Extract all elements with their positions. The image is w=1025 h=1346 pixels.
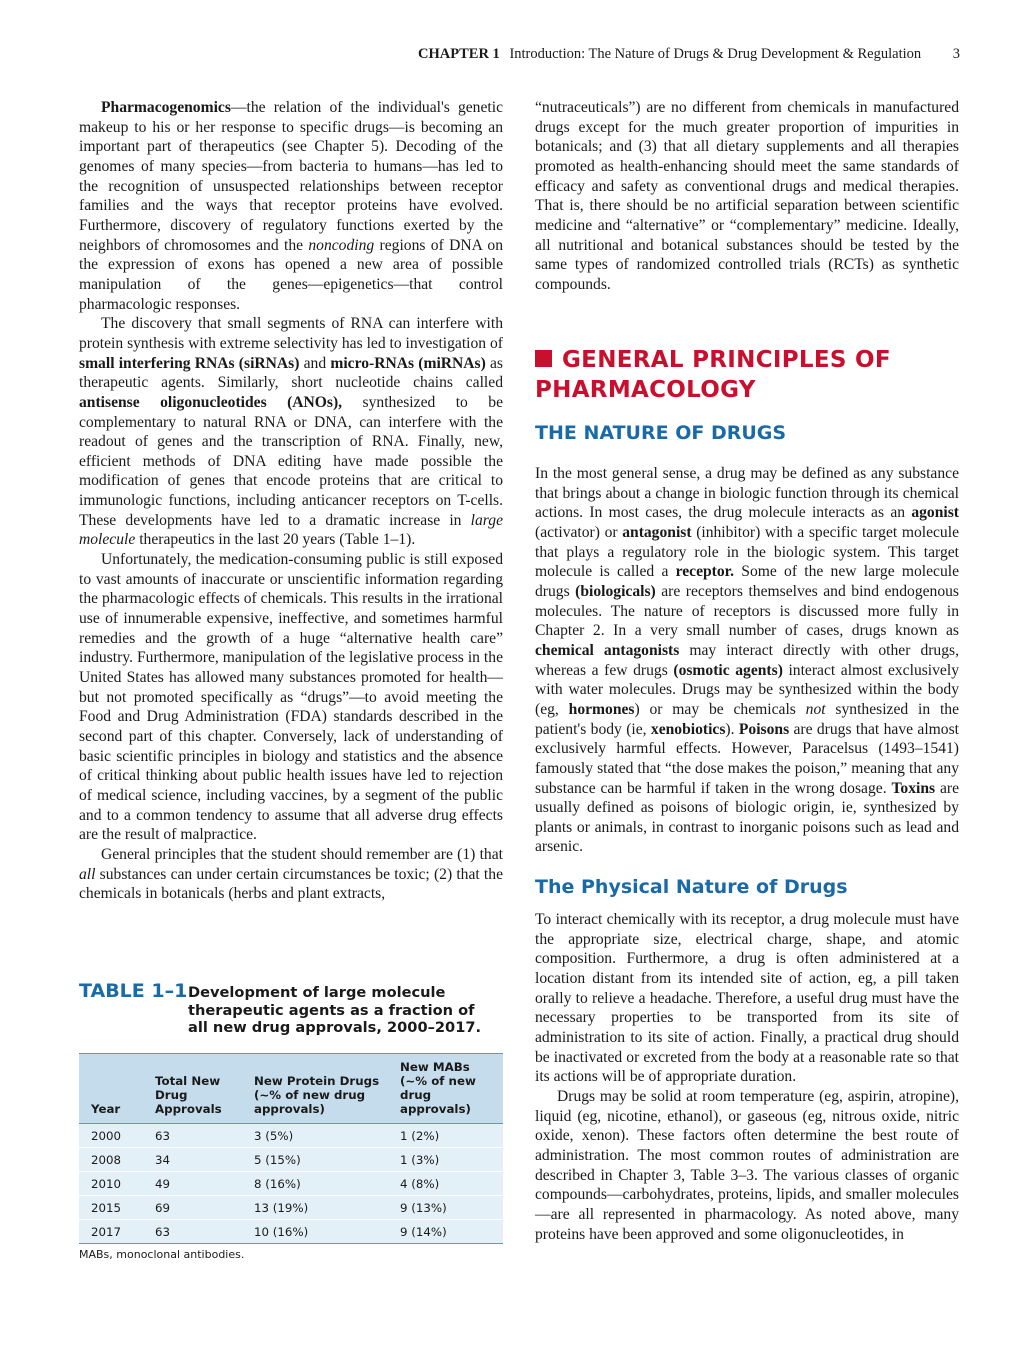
text-run: and [299,354,331,372]
table-cell: 10 (16%) [242,1220,388,1244]
subsection-heading: THE NATURE OF DRUGS [535,422,787,444]
table-footnote: MABs, monoclonal antibodies. [79,1248,245,1261]
bold-term: (biologicals) [575,582,656,600]
bold-term: receptor. [675,563,735,581]
table-cell: 2015 [79,1196,143,1220]
text-run: ). [725,720,739,738]
right-column-middle [535,464,959,857]
italic-term: noncoding [308,236,375,254]
bold-term: xenobiotics [650,720,726,738]
table-cell: 13 (19%) [242,1196,388,1220]
table-cell: 34 [143,1148,242,1172]
bold-term: hormones [568,700,635,718]
table-row [79,1220,503,1244]
subsection-heading: The Physical Nature of Drugs [535,876,848,898]
table-cell: 4 (8%) [388,1172,503,1196]
left-column [79,98,503,904]
table-caption: Development of large molecule therapeutic agents as a fraction of all new drug approvals, 2000–2017. [188,984,482,1036]
right-column-top [535,98,959,295]
page-number: 3 [952,46,960,62]
paragraph: “nutraceuticals”) are no different from chemicals in manufactured drugs except for the much greater proportion of impurities in botanicals; and (3) that all dietary supplements and all therapies promoted as health-enhancing should meet the same standards of efficacy and safety as conventional drugs and medical therapies. That is, there should be no artificial separation between scientific medicine and “alternative” or “complementary” medicine. Ideally, all nutritional and botanical substances should be tested by the same types of randomized controlled trials (RCTs) as synthetic compounds. [535,99,959,293]
table-cell: 69 [143,1196,242,1220]
table-cell: 2000 [79,1124,143,1148]
text-run: may interact directly with other drugs, whereas a few drugs [535,641,959,679]
table-cell: 9 (14%) [388,1220,503,1244]
text-run: are receptors themselves and bind endogenous molecules. The nature of receptors is discussed more fully in Chapter 2. In a very small number of cases, drugs known as [535,582,959,640]
text-run: Some of the new large molecule drugs [535,563,959,600]
text-run: In the most general sense, a drug may be defined as any substance that brings about a change in biologic function through its chemical actions. In most cases, the drug molecule interacts as an [535,465,959,522]
bold-term: antagonist [622,523,692,541]
table-cell: 2010 [79,1172,143,1196]
column-header: New MABs (~% of new drug approvals) [388,1054,503,1124]
bold-term: micro-RNAs (miRNAs) [330,354,486,372]
bold-term: chemical antagonists [535,641,680,659]
table-cell: 3 (5%) [242,1124,388,1148]
paragraph: Drugs may be solid at room temperature (eg, aspirin, atropine), liquid (eg, nicotine, ethanol), or gaseous (eg, nitrous oxide, nitric oxide, xenon). These factors often determine the best route of administration. The most common routes of administration are described in Chapter 3, Table 3–3. The various classes of organic compounds—carbohydrates, proteins, lipids, and smaller molecules—are all represented in pharmacology. As noted above, many proteins have been approved and some oligonucleotides, in [535,1087,959,1243]
column-header: Year [79,1054,143,1124]
table-cell: 5 (15%) [242,1148,388,1172]
text-run: —the relation of the individual's genetic makeup to his or her response to specific drugs—is becoming an important part of therapeutics (see Chapter 5). Decoding of the genomes of many species—from bacteria to humans—has led to the recognition of unsuspected relationships between receptor families and the ways that receptor proteins have evolved. Furthermore, discovery of regulatory functions exerted by the neighbors of chromosomes and the [79,99,503,254]
data-table [79,1053,503,1244]
paragraph: To interact chemically with its receptor, a drug molecule must have the appropriate size, electrical charge, shape, and atomic composition. Furthermore, a drug is often administered at a location distant from its intended site of action, eg, a pill taken orally to relieve a headache. Therefore, a useful drug must have the necessary properties to be transported from its site of administration to its site of action. Finally, a practical drug should be inactivated or excreted from the body at a reasonable rate so that its actions will be of appropriate duration. [535,911,959,1086]
heading-text: GENERAL PRINCIPLES OF PHARMACOLOGY [535,347,891,403]
text-run: as therapeutic agents. Similarly, short nucleotide chains called [79,354,504,392]
text-run: synthesized to be complementary to natural RNA or DNA, can interfere with the readout of genes and the transcription of RNA. Finally, new, efficient methods of DNA editing have made possible the modification of genes that encode proteins that are critical to immunologic functions, including anticancer receptors on T-cells. These developments have led to a dramatic increase in [79,393,504,529]
table-cell: 9 (13%) [388,1196,503,1220]
text-run: General principles that the student should remember are (1) that [101,845,503,863]
text-run: (activator) or [535,523,623,541]
text-run: (inhibitor) with a specific target molecule that plays a regulatory role in the biologic system. This target molecule is called a [535,523,959,581]
table-header-row [79,1054,503,1124]
italic-term: all [79,865,96,883]
text-run: are drugs that have almost exclusively harmful effects. However, Paracelsus (1493–1541) famously stated that “the dose makes the poison,” meaning that any substance can be harmful if taken in the wrong dosage. [535,720,959,797]
bold-term: small interfering RNAs (siRNAs) [79,354,300,372]
table-row [79,1148,503,1172]
running-header [0,46,960,63]
text-run: synthesized in the patient's body (ie, [535,700,959,738]
column-header: New Protein Drugs (~% of new drug approvals) [242,1054,388,1124]
bold-term: antisense oligonucleotides (ANOs), [79,393,343,411]
paragraph [79,98,503,314]
text-run: The discovery that small segments of RNA can interfere with protein synthesis with extreme selectivity has led to investigation of [79,315,503,352]
bold-term: Pharmacogenomics [101,99,231,116]
column-header: Total New Drug Approvals [143,1054,242,1124]
paragraph: Unfortunately, the medication-consuming public is still exposed to vast amounts of inaccurate or unscientific information regarding the pharmacologic effects of chemicals. This results in the irrational use of innumerable expensive, ineffective, and sometimes harmful remedies and the growth of a huge “alternative health care” industry. Furthermore, manipulation of the legislative process in the United States has allowed many substances promoted for health—but not promoted specifically as “drugs”—to avoid meeting the Food and Drug Administration (FDA) standards described in the second part of this chapter. Conversely, lack of understanding of basic scientific principles in biology and statistics and the absence of critical thinking about public health issues have led to rejection of medical science, including vaccines, by a segment of the public and to a common tendency to assume that all adverse drug effects are the result of malpractice. [79,551,503,844]
table-cell: 49 [143,1172,242,1196]
table-row [79,1172,503,1196]
text-run: regions of DNA on the expression of exons has opened a new area of possible manipulation of the genes—epigenetics—that control pharmacologic responses. [79,236,503,313]
text-run: interact almost exclusively with water molecules. Drugs may be synthesized within the body (eg, [535,661,959,718]
paragraph [79,314,503,550]
paragraph [535,464,959,857]
paragraph [79,845,503,904]
text-run: substances can under certain circumstances be toxic; (2) that the chemicals in botanicals (herbs and plant extracts, [79,865,503,903]
text-run: ) or may be chemicals [634,700,806,718]
heading-square-icon [535,350,552,367]
bold-term: agonist [911,504,959,522]
table-row [79,1124,503,1148]
table-cell: 8 (16%) [242,1172,388,1196]
table-cell: 1 (2%) [388,1124,503,1148]
table-row [79,1196,503,1220]
table-cell: 63 [143,1124,242,1148]
bold-term: (osmotic agents) [673,661,783,679]
text-run: are usually defined as poisons of biologic origin, ie, synthesized by plants or animals, in contrast to inorganic poisons such as lead and arsenic. [535,779,959,856]
table-cell: 2008 [79,1148,143,1172]
table-cell: 2017 [79,1220,143,1244]
bold-term: Poisons [738,720,790,738]
text-run: therapeutics in the last 20 years (Table 1–1). [135,531,416,549]
bold-term: Toxins [891,779,936,797]
section-heading [535,345,959,405]
table-cell: 63 [143,1220,242,1244]
right-column-bottom [535,910,959,1244]
table-label: TABLE 1–1 [79,980,188,1002]
chapter-title: Introduction: The Nature of Drugs & Drug Development & Regulation [509,46,922,62]
chapter-label: CHAPTER 1 [418,46,500,62]
italic-term: not [805,700,826,718]
table-cell: 1 (3%) [388,1148,503,1172]
italic-term: large molecule [79,511,503,549]
